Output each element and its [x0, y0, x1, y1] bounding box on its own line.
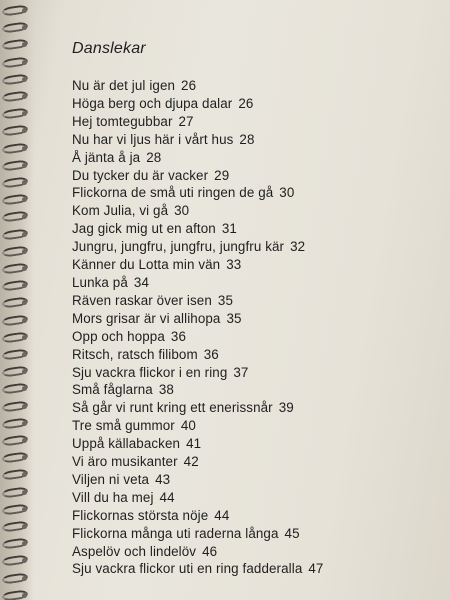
section-heading: Danslekar — [72, 40, 146, 57]
page-number: 36 — [203, 346, 219, 362]
page-number: 26 — [238, 95, 254, 111]
list-item — [72, 364, 440, 382]
song-title: Vi äro musikanter — [72, 454, 178, 470]
page-number: 41 — [186, 436, 202, 452]
song-title: Hej tomtegubbar — [72, 113, 173, 129]
binding-hole — [22, 300, 27, 305]
list-item — [72, 560, 440, 578]
song-title: Tre små gummor — [72, 418, 175, 434]
song-title: Å jänta å ja — [72, 149, 141, 165]
song-title: Viljen ni veta — [72, 471, 150, 487]
binding-hole — [22, 455, 27, 460]
list-item — [72, 471, 440, 489]
song-title: Ritsch, ratsch filibom — [72, 346, 198, 362]
binding-hole — [22, 214, 27, 219]
binding-hole — [22, 352, 27, 357]
page-number: 34 — [133, 274, 150, 290]
page-number: 44 — [214, 507, 230, 523]
list-item — [72, 435, 440, 453]
page-number: 43 — [155, 471, 171, 487]
page-number: 30 — [279, 185, 295, 201]
list-item — [72, 77, 440, 95]
binding-hole — [22, 128, 27, 133]
list-item — [72, 507, 440, 525]
page-number: 31 — [221, 221, 237, 237]
list-item — [72, 381, 440, 399]
binding-hole — [22, 490, 27, 495]
binding-hole — [22, 266, 27, 271]
list-item — [72, 113, 440, 131]
page-number: 28 — [239, 131, 255, 147]
binding-hole — [22, 25, 27, 30]
list-item — [72, 256, 440, 274]
binding-hole — [22, 94, 27, 99]
binding-hole — [22, 318, 27, 323]
song-title: Jungru, jungfru, jungfru, jungfru kär — [72, 239, 285, 255]
binding-hole — [22, 421, 27, 426]
binding-hole — [22, 386, 27, 391]
list-item — [72, 346, 440, 364]
list-item — [72, 310, 440, 328]
binding-hole — [22, 163, 27, 168]
song-title: Så går vi runt kring ett enerissnår — [72, 400, 273, 416]
song-title: Opp och hoppa — [72, 328, 165, 344]
page-number: 36 — [170, 328, 186, 344]
page-number: 28 — [146, 149, 162, 165]
song-title: Mors grisar är vi allihopa — [72, 310, 221, 326]
binding-hole — [22, 369, 27, 374]
binding-hole — [22, 77, 27, 82]
list-item — [72, 417, 440, 435]
list-item — [72, 489, 440, 507]
page-number: 35 — [217, 292, 233, 308]
song-title: Flickornas största nöje — [72, 507, 209, 523]
song-title: Räven raskar över isen — [72, 292, 212, 308]
list-item — [72, 525, 440, 543]
binding-hole — [22, 111, 27, 116]
page-number: 29 — [214, 167, 230, 183]
binding-hole — [22, 541, 27, 546]
song-title: Nu är det jul igen — [72, 78, 176, 93]
list-item — [72, 274, 440, 292]
page-number: 46 — [202, 543, 218, 559]
binding-hole — [22, 197, 27, 202]
song-title: Små fåglarna — [72, 382, 153, 398]
binding-hole — [22, 180, 27, 185]
song-title: Höga berg och djupa dalar — [72, 95, 233, 111]
binding-hole — [22, 438, 27, 443]
song-title: Uppå källabacken — [72, 436, 181, 452]
page-number: 35 — [226, 310, 242, 326]
binding-hole — [22, 283, 27, 288]
binding-hole — [22, 146, 27, 151]
binding-hole — [22, 404, 27, 409]
page-number: 26 — [181, 78, 197, 93]
page-number: 32 — [290, 239, 306, 255]
binding-hole — [22, 232, 27, 237]
page-number: 39 — [278, 400, 294, 416]
list-item — [72, 238, 440, 256]
spiral-binding — [0, 0, 34, 600]
page-number: 38 — [158, 382, 174, 398]
song-list — [72, 77, 440, 578]
song-title: Kom Julia, vi gå — [72, 203, 169, 219]
binding-hole — [22, 335, 27, 340]
binding-hole — [22, 593, 27, 598]
binding-hole — [22, 249, 27, 254]
list-item — [72, 202, 440, 220]
list-item — [72, 149, 440, 167]
page-number: 42 — [183, 454, 199, 470]
list-item — [72, 184, 440, 202]
song-title: Lunka på — [72, 274, 128, 290]
binding-hole — [22, 42, 27, 47]
binding-hole — [22, 558, 27, 563]
binding-hole — [22, 8, 27, 13]
list-item — [72, 167, 440, 185]
song-title: Flickorna de små uti ringen de gå — [72, 185, 274, 201]
list-item — [72, 95, 440, 113]
page-number: 30 — [174, 203, 190, 219]
list-item — [72, 131, 440, 149]
song-title: Nu har vi ljus här i vårt hus — [72, 131, 234, 147]
list-item — [72, 292, 440, 310]
song-title: Sju vackra flickor uti en ring fadderalla — [72, 561, 303, 577]
song-title: Vill du ha mej — [72, 489, 154, 505]
binding-hole — [22, 524, 27, 529]
binding-hole — [22, 576, 27, 581]
list-item — [72, 543, 440, 561]
page-number: 45 — [284, 525, 300, 541]
song-title: Du tycker du är vacker — [72, 167, 209, 183]
binding-hole — [22, 472, 27, 477]
page-number: 47 — [308, 561, 324, 577]
page-number: 40 — [180, 418, 196, 434]
page-number: 27 — [178, 113, 194, 129]
song-title: Jag gick mig ut en afton — [72, 221, 216, 237]
list-item — [72, 399, 440, 417]
song-title: Känner du Lotta min vän — [72, 257, 221, 273]
page-number: 44 — [159, 489, 175, 505]
list-item — [72, 220, 440, 238]
binding-hole — [22, 507, 27, 512]
binding-hole — [22, 60, 27, 65]
list-item — [72, 453, 440, 471]
song-title: Flickorna många uti raderna långa — [72, 525, 279, 541]
page-number: 33 — [226, 257, 242, 273]
song-title: Sju vackra flickor i en ring — [72, 364, 228, 380]
song-title: Aspelöv och lindelöv — [72, 543, 197, 559]
list-item — [72, 328, 440, 346]
page-number: 37 — [233, 364, 249, 380]
table-of-contents — [72, 40, 440, 578]
